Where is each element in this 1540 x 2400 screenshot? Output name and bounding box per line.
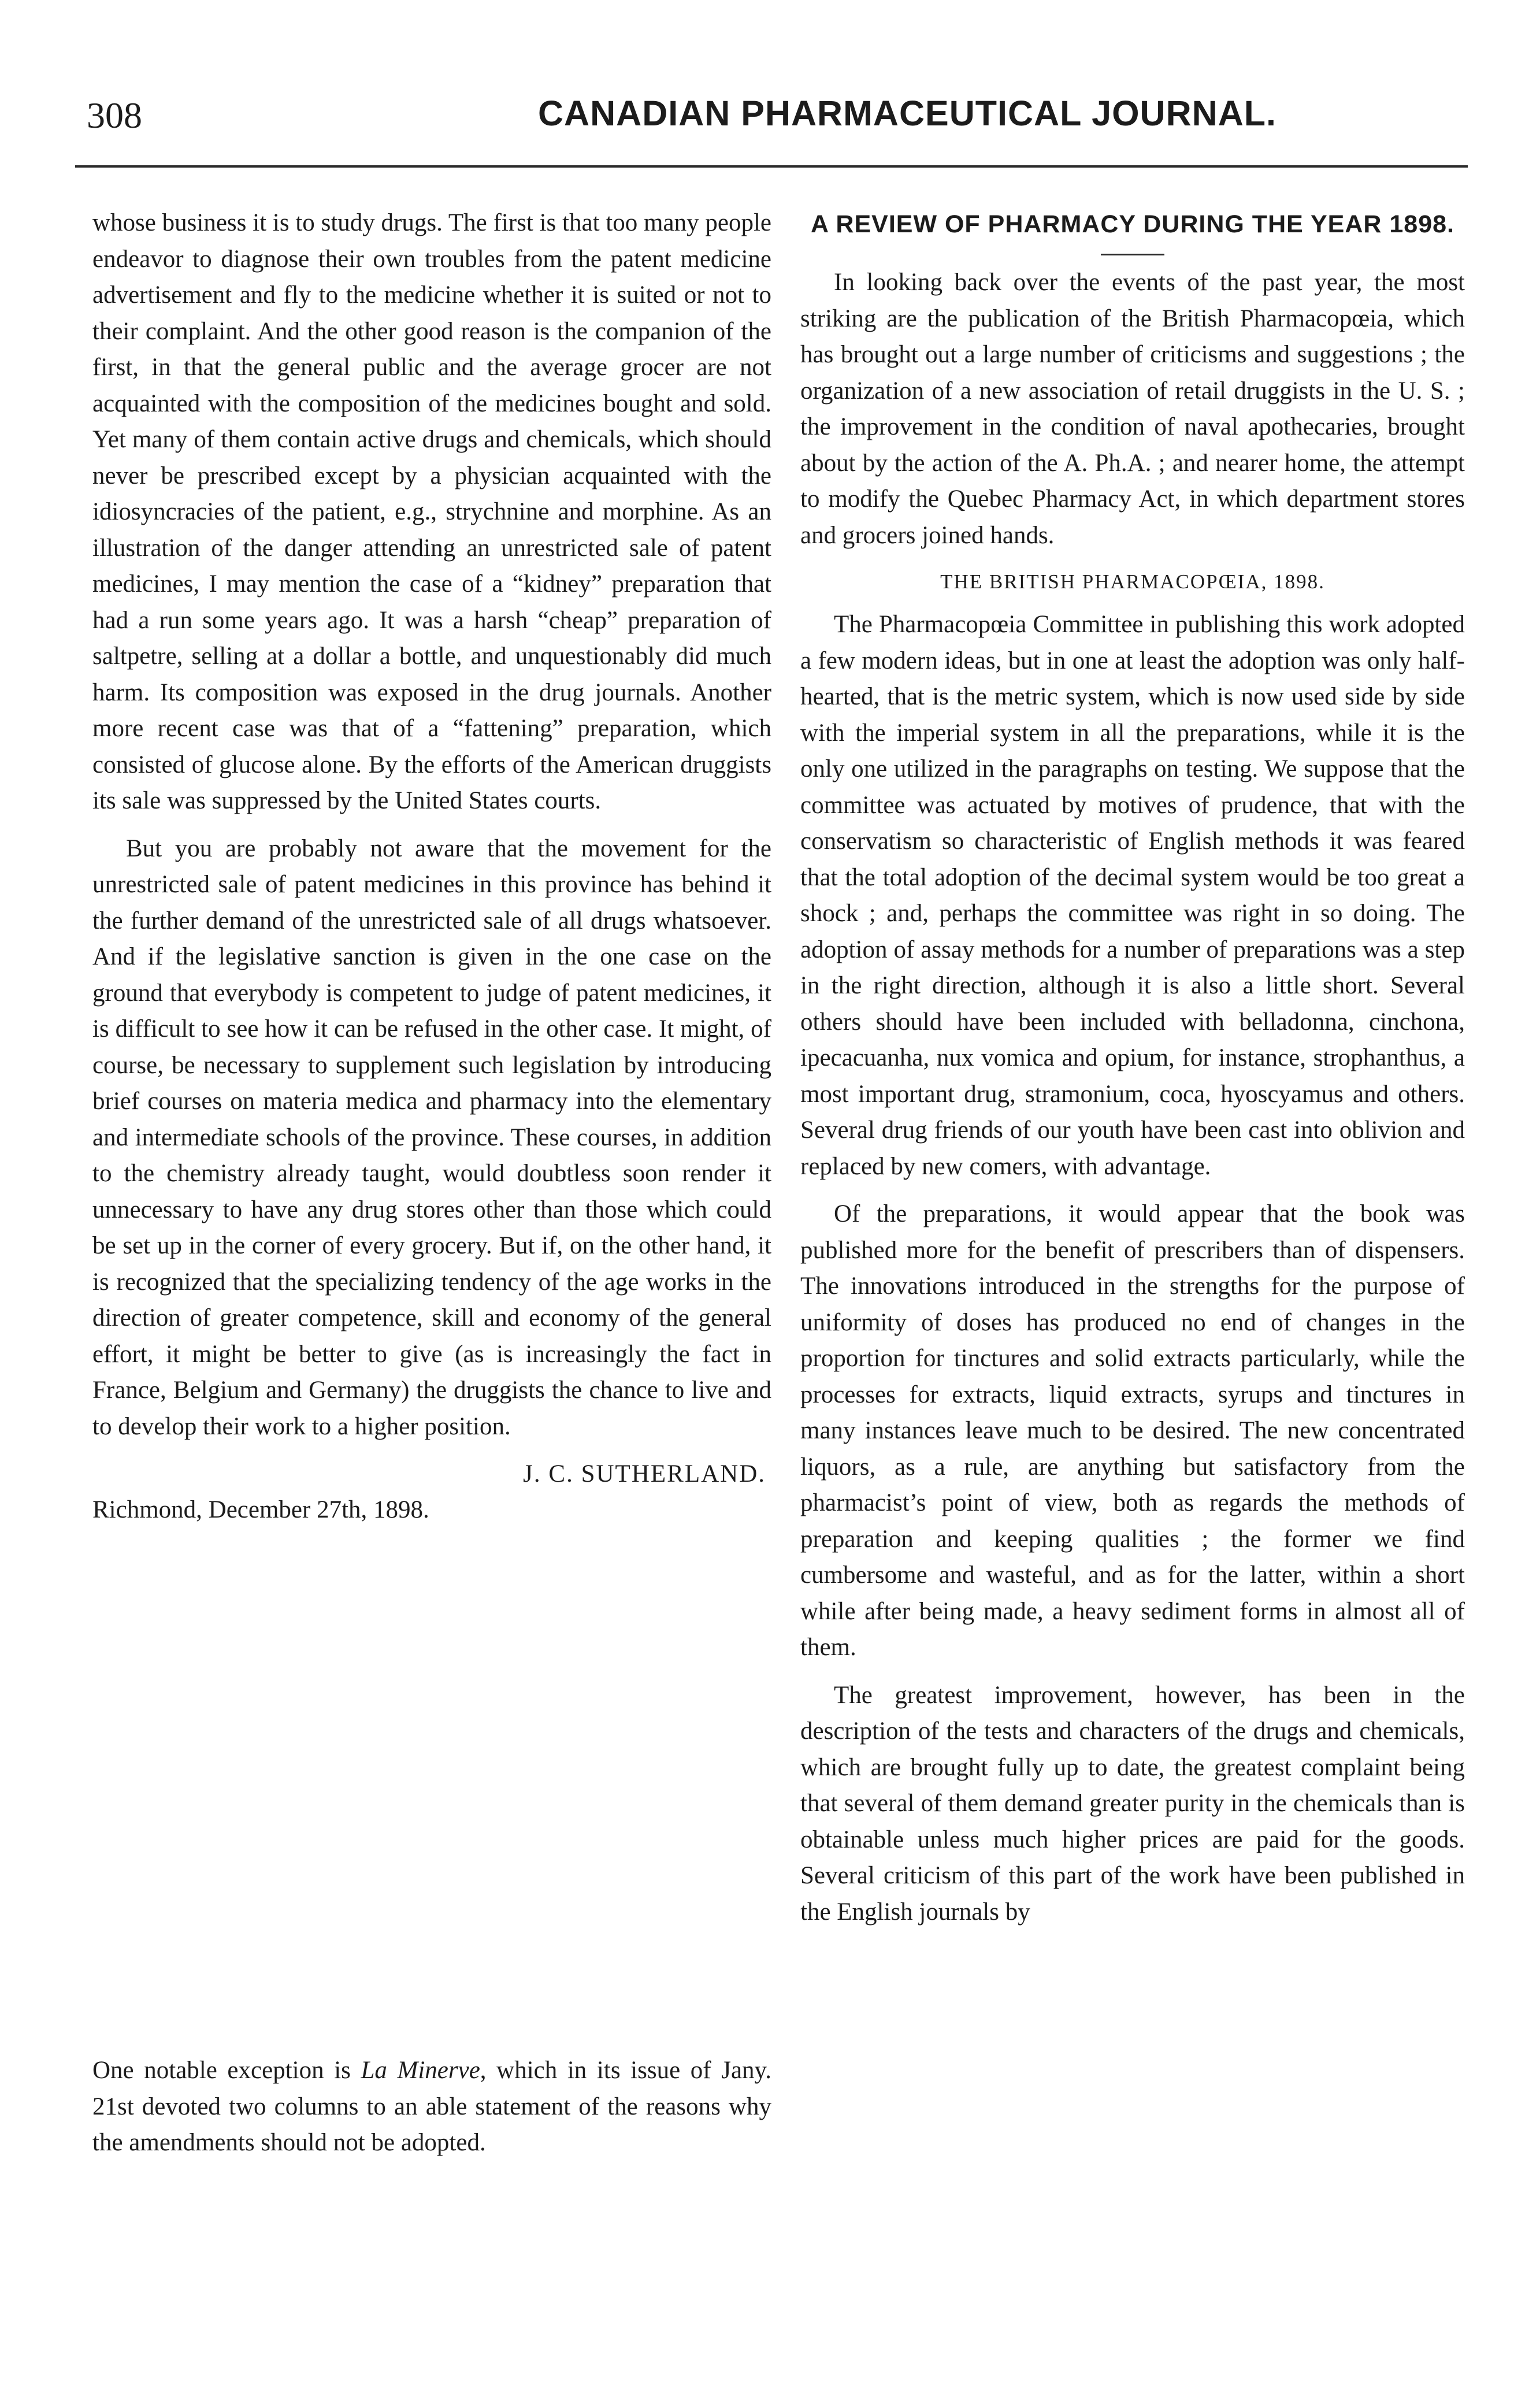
- letter-signature: J. C. SUTHERLAND.: [523, 1460, 766, 1488]
- left-column: [92, 205, 771, 1563]
- right-paragraph-1: The Pharmacopœia Committee in publishing this work adopted a few modern ideas, but in one at least the adoption was only half-hearted, that is the metric system, which is now used side by side with the imperial system in all the preparations, while it is the only one utilized in the paragraphs on testing. We suppose that the committee was actuated by motives of prudence, that with the conservatism so characteristic of English methods it was feared that the total adoption of the decimal system would be too great a shock ; and, perhaps the committee was right in so doing. The adoption of assay methods for a number of preparations was a step in the right direction, although it is also a little short. Several others should have been included with belladonna, cinchona, ipecacuanha, nux vomica and opium, for instance, strophanthus, a most important drug, stramonium, coca, hyoscyamus and others. Several drug friends of our youth have been cast into oblivion and replaced by new comers, with advantage.: [800, 611, 1465, 1180]
- right-paragraph-3: The greatest improvement, however, has been in the description of the tests and characters of the drugs and chemicals, which are brought fully up to date, the greatest complaint being that several of them demand greater purity in the chemicals than is obtainable unless much higher prices are paid for the goods. Several criticism of this part of the work have been published in the English journals by: [800, 1681, 1465, 1926]
- article-title: A REVIEW OF PHARMACY DURING THE YEAR 1898.: [811, 210, 1454, 238]
- page-number: 308: [87, 95, 142, 136]
- section-heading: THE BRITISH PHARMACOPŒIA, 1898.: [940, 570, 1325, 593]
- header-rule: [75, 165, 1468, 168]
- closing-text-after: , which in its issue of Jany. 21st devoted two columns to an able statement of the reasons why the amendments should not be adopted.: [92, 2057, 771, 2156]
- running-head: CANADIAN PHARMACEUTICAL JOURNAL.: [538, 94, 1276, 133]
- closing-paragraph-block: [92, 2053, 771, 2173]
- right-paragraph-2: Of the preparations, it would appear that the book was published more for the benefit of prescribers than of dispensers. The innovations introduced in the strengths for the purpose of uniformity of doses has produced no end of changes in the proportion for tinctures and solid extracts particularly, while the processes for extracts, liquid extracts, syrups and tinctures in many instances leave much to be desired. The new concentrated liquors, as a rule, are anything but satisfactory from the pharmacist’s point of view, both as regards the methods of preparation and keeping qualities ; the former we find cumbersome and wasteful, and as for the latter, within a short while after being made, a heavy sediment forms in almost all of them.: [800, 1200, 1465, 1661]
- left-paragraph-1: whose business it is to study drugs. The first is that too many people endeavor to diagnose their own troubles from the patent medicine advertisement and fly to the medicine whether it is suited or not to their complaint. And the other good reason is the companion of the first, in that the general public and the average grocer are not acquainted with the composition of the medicines bought and sold. Yet many of them contain active drugs and chemicals, which should never be prescribed except by a physician acquainted with the idiosyncracies of the patient, e.g., strychnine and morphine. As an illustration of the danger attending an unrestricted sale of patent medicines, I may mention the case of a “kidney” preparation that had a run some years ago. It was a harsh “cheap” preparation of saltpetre, selling at a dollar a bottle, and unquestionably did much harm. Its composition was exposed in the drug journals. Another more recent case was that of a “fattening” preparation, which consisted of glucose alone. By the efforts of the American druggists its sale was suppressed by the United States courts.: [92, 209, 771, 814]
- left-paragraph-2: But you are probably not aware that the movement for the unrestricted sale of patent medicines in this province has behind it the further demand of the unrestricted sale of all drugs whatsoever. And if the legislative sanction is given in the one case on the ground that everybody is competent to judge of patent medicines, it is difficult to see how it can be refused in the other case. It might, of course, be necessary to supplement such legislation by introducing brief courses on materia medica and pharmacy into the elementary and intermediate schools of the province. These courses, in addition to the chemistry already taught, would doubtless soon render it unnecessary to have any drug stores other than those which could be set up in the corner of every grocery. But if, on the other hand, it is recognized that the specializing tendency of the age works in the direction of greater competence, skill and economy of the general effort, it might be better to give (as is increasingly the fact in France, Belgium and Germany) the druggists the chance to live and to develop their work to a higher position.: [92, 834, 771, 1440]
- right-column: [800, 205, 1465, 1942]
- closing-text-before: One notable exception is: [92, 2057, 361, 2084]
- letter-dateline: Richmond, December 27th, 1898.: [92, 1496, 429, 1523]
- article-intro: In looking back over the events of the past year, the most striking are the publication of the British Pharmacopœia, which has brought out a large number of criticisms and suggestions ; the organization of a new association of retail druggists in the U. S. ; the improvement in the condition of naval apothecaries, brought about by the action of the A. Ph.A. ; and nearer home, the attempt to modify the Quebec Pharmacy Act, in which department stores and grocers joined hands.: [800, 269, 1465, 549]
- closing-paragraph: [92, 2053, 771, 2161]
- publication-name: La Minerve: [361, 2057, 480, 2084]
- title-rule: [1101, 254, 1164, 255]
